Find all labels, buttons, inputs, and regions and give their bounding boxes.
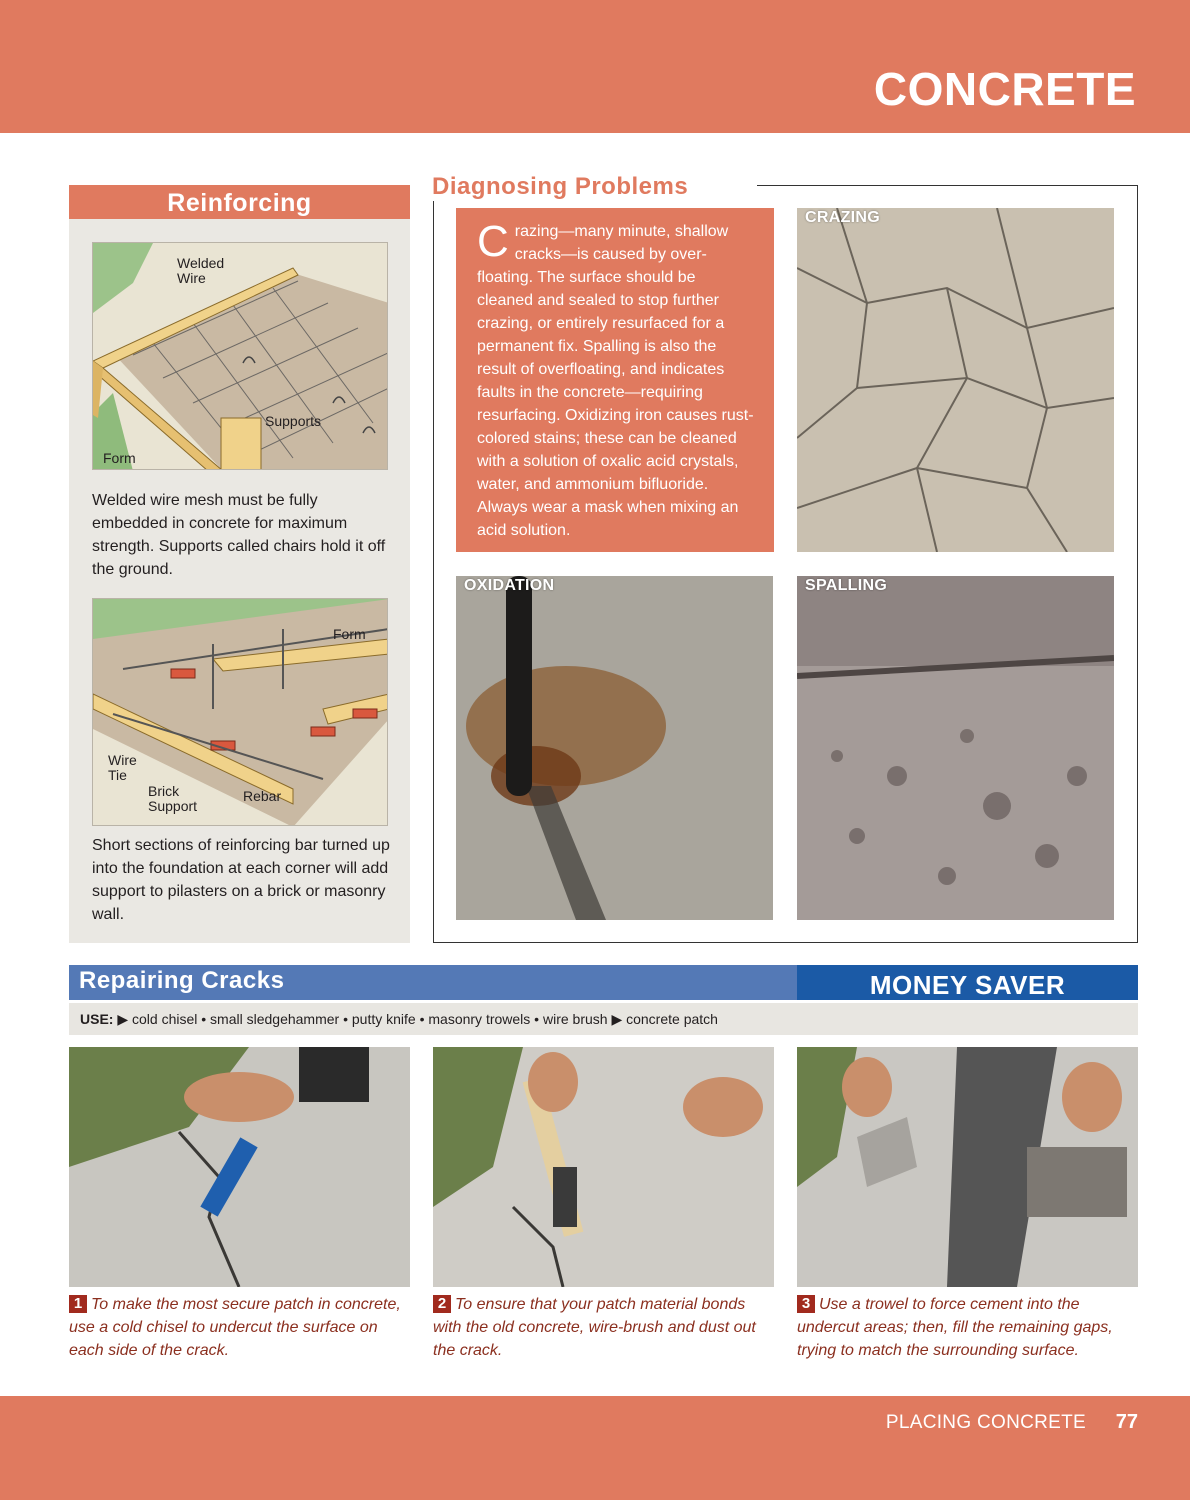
step-1-caption — [69, 1293, 414, 1362]
step-2-text: To ensure that your patch material bonds with the old concrete, wire-brush and dust out the crack. — [433, 1296, 756, 1359]
step-1-text: To make the most secure patch in concrete, use a cold chisel to undercut the surface on each side of the crack. — [69, 1296, 401, 1359]
label-form-2: Form — [333, 626, 366, 642]
label-supports: Supports — [265, 413, 322, 429]
reinforcing-caption-1: Welded wire mesh must be fully embedded in concrete for maximum strength. Supports called chairs hold it off the ground. — [92, 492, 386, 578]
step-3-number: 3 — [797, 1295, 815, 1313]
step-3-caption — [797, 1293, 1142, 1362]
oxidation-photo — [456, 576, 773, 920]
reinforcing-heading: Reinforcing — [69, 185, 410, 219]
step-1-photo — [69, 1047, 410, 1287]
money-saver-badge: MONEY SAVER — [797, 965, 1138, 1000]
label-brick-support: Brick Support — [148, 783, 198, 814]
diagnosing-heading: Diagnosing Problems — [431, 173, 694, 201]
rebar-illustration — [92, 598, 388, 826]
reinforcing-caption-2: Short sections of reinforcing bar turned up into the foundation at each corner will add support to pilasters on a brick or masonry wall. — [92, 837, 390, 923]
repairing-heading: Repairing Cracks — [79, 967, 285, 994]
tools-list: ▶ cold chisel • small sledgehammer • putty knife • masonry trowels • wire brush ▶ concrete patch — [117, 1011, 718, 1027]
label-rebar: Rebar — [243, 788, 282, 804]
step-3-text: Use a trowel to force cement into the undercut areas; then, fill the remaining gaps, trying to match the surrounding surface. — [797, 1296, 1113, 1359]
step-2-photo — [433, 1047, 774, 1287]
reinforcing-panel — [69, 185, 410, 943]
step-1-number: 1 — [69, 1295, 87, 1313]
crazing-photo — [797, 208, 1114, 552]
drop-cap: C — [477, 217, 509, 266]
page-number: 77 — [1115, 1411, 1138, 1433]
use-label: USE: — [80, 1011, 114, 1027]
step-2-number: 2 — [433, 1295, 451, 1313]
diagnosing-text-box — [456, 208, 774, 552]
oxidation-label: OXIDATION — [464, 577, 555, 594]
diagnosing-body: razing—many minute, shallow cracks—is caused by over-floating. The surface should be cleaned and sealed to stop further crazing, or entirely resurfaced for a permanent fix. Spalling is also the result of overfloating, and indicates faults in the concrete—requiring resurfacing. Oxidizing iron causes rust-colored stains; these can be cleaned with a solution of oxalic acid crystals, water, and ammonium bifluoride. Always wear a mask when mixing an acid solution. — [477, 223, 754, 539]
diagnosing-rule — [757, 185, 1138, 186]
footer-section-title: PLACING CONCRETE — [885, 1412, 1086, 1433]
page-title: CONCRETE — [873, 63, 1136, 115]
label-wire-tie: Wire Tie — [108, 752, 137, 783]
step-2-caption — [433, 1293, 778, 1362]
step-3-photo — [797, 1047, 1138, 1287]
label-form: Form — [103, 450, 136, 466]
spalling-label: SPALLING — [805, 577, 888, 594]
spalling-photo — [797, 576, 1114, 920]
label-welded-wire: Welded Wire — [177, 255, 225, 286]
crazing-label: CRAZING — [805, 209, 880, 226]
welded-wire-illustration — [92, 242, 388, 470]
tools-bar — [69, 1003, 1138, 1035]
